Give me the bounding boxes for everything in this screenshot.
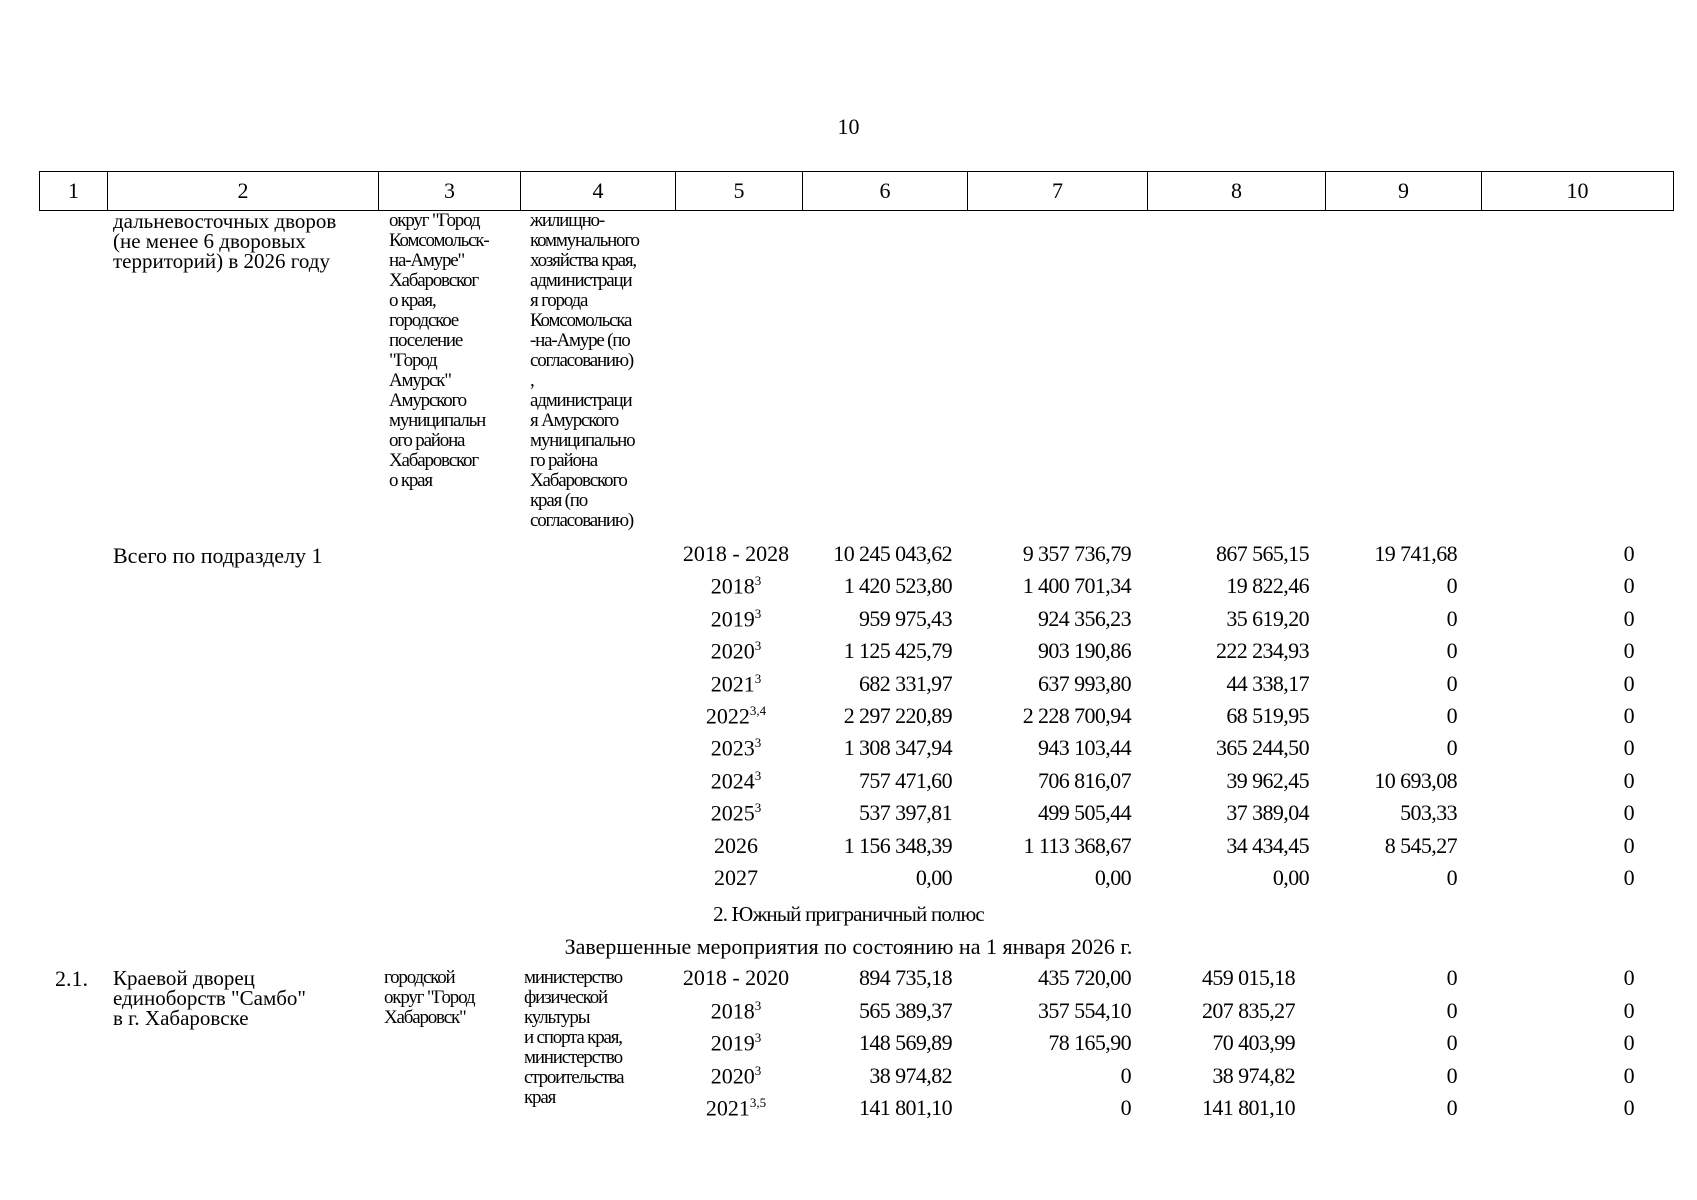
value-cell-col8: 38 974,82 [1212,1062,1295,1088]
value-cell-col10: 0 [1623,767,1634,793]
value-cell-col10: 0 [1623,670,1634,696]
value-cell-col6: 2 297 220,89 [843,703,952,728]
value-cell-col6: 1 156 348,39 [843,832,952,858]
value-cell-col10: 0 [1623,573,1634,599]
value-cell-col6: 565 389,37 [858,997,952,1023]
year-cell: 2018$^3$ [710,573,762,599]
year-cell: 2023$^3$ [710,735,762,761]
value-cell-col10: 0 [1623,703,1634,728]
value-cell-col10: 0 [1623,1095,1634,1120]
value-cell-col9: 0 [1446,997,1457,1023]
value-cell-col8: 37 389,04 [1226,800,1309,826]
continued-event-name: дальневосточных дворов (не менее 6 дворовых территорий) в 2026 году [113,209,337,273]
year-cell: 2018$^3$ [710,997,762,1023]
value-cell-col8: 141 801,10 [1201,1095,1295,1120]
value-cell-col9: 19 741,68 [1374,541,1457,566]
value-cell-col8: 459 015,18 [1201,965,1295,990]
value-cell-col9: 0 [1446,735,1457,761]
year-cell: 2018 - 2028 [682,541,790,566]
value-cell-col6: 537 397,81 [858,800,952,826]
col-header-1: 1 [40,172,108,211]
value-cell-col6: 10 245 043,62 [833,541,952,566]
value-cell-col10: 0 [1623,997,1634,1023]
continued-executor: жилищно- коммунального хозяйства края, администраци я города Комсомольска -на-Амуре (по согласованию) , администраци я Амурского муниципально го района Хабаровского края (по согласованию) [530,210,639,531]
item-executor: министерство физической культуры и спорта края, министерство строительства края [524,967,624,1108]
col-header-10: 10 [1482,172,1674,211]
section-title: 2. Южный приграничный полюс [713,902,984,926]
value-cell-col8: 207 835,27 [1201,997,1295,1023]
page-number: 10 [837,114,860,139]
value-cell-col9: 0 [1446,638,1457,664]
value-cell-col9: 0 [1446,1062,1457,1088]
year-cell: 2026 [714,832,758,858]
value-cell-col7: 2 228 700,94 [1022,703,1131,728]
value-cell-col7: 0 [1120,1062,1131,1088]
value-cell-col8: 34 434,45 [1226,832,1309,858]
col-header-6: 6 [803,172,968,211]
value-cell-col7: 0 [1120,1095,1131,1120]
value-cell-col7: 943 103,44 [1037,735,1131,761]
value-cell-col7: 9 357 736,79 [1022,541,1131,566]
value-cell-col7: 903 190,86 [1037,638,1131,664]
value-cell-col8: 44 338,17 [1226,670,1309,696]
value-cell-col9: 0 [1446,573,1457,599]
continued-territory: округ "Город Комсомольск- на-Амуре" Хабаровског о края, городское поселение "Город Амурск" Амурского муниципальн ого района Хабаровског о края [389,210,489,491]
value-cell-col9: 503,33 [1400,800,1457,826]
column-header-row [39,171,1674,211]
value-cell-col10: 0 [1623,1062,1634,1088]
value-cell-col10: 0 [1623,832,1634,858]
year-cell: 2018 - 2020 [682,965,790,990]
col-header-4: 4 [521,172,676,211]
value-cell-col6: 959 975,43 [858,605,952,631]
value-cell-col6: 141 801,10 [858,1095,952,1120]
value-cell-col10: 0 [1623,638,1634,664]
year-cell: 2022$^{3,4}$ [705,703,767,729]
year-cell: 2020$^3$ [710,638,762,664]
value-cell-col9: 0 [1446,605,1457,631]
value-cell-col9: 0 [1446,1095,1457,1120]
value-cell-col8: 35 619,20 [1226,605,1309,631]
value-cell-col10: 0 [1623,1030,1634,1055]
value-cell-col6: 38 974,82 [869,1062,952,1088]
value-cell-col6: 757 471,60 [858,767,952,793]
value-cell-col8: 68 519,95 [1226,703,1309,728]
value-cell-col8: 222 234,93 [1215,638,1309,664]
value-cell-col9: 0 [1446,1030,1457,1055]
col-header-2: 2 [108,172,379,211]
value-cell-col9: 10 693,08 [1374,767,1457,793]
value-cell-col9: 0 [1446,965,1457,990]
value-cell-col10: 0 [1623,865,1634,890]
value-cell-col8: 867 565,15 [1215,541,1309,566]
value-cell-col7: 706 816,07 [1037,767,1131,793]
col-header-8: 8 [1148,172,1326,211]
value-cell-col7: 435 720,00 [1037,965,1131,990]
value-cell-col6: 1 308 347,94 [843,735,952,761]
col-header-5: 5 [676,172,803,211]
value-cell-col7: 637 993,80 [1037,670,1131,696]
value-cell-col9: 8 545,27 [1384,832,1457,858]
col-header-3: 3 [379,172,521,211]
item-number: 2.1. [55,966,88,991]
col-header-7: 7 [968,172,1148,211]
item-name: Краевой дворец единоборств "Самбо" в г. Хабаровске [113,966,306,1030]
subtotal-label: Всего по подразделу 1 [113,543,323,568]
value-cell-col7: 357 554,10 [1037,997,1131,1023]
value-cell-col7: 0,00 [1094,865,1131,890]
value-cell-col10: 0 [1623,735,1634,761]
value-cell-col10: 0 [1623,965,1634,990]
value-cell-col7: 499 505,44 [1037,800,1131,826]
value-cell-col6: 0,00 [915,865,952,890]
item-territory: городской округ "Город Хабаровск" [384,967,475,1028]
value-cell-col8: 19 822,46 [1226,573,1309,599]
value-cell-col7: 924 356,23 [1037,605,1131,631]
col-header-9: 9 [1326,172,1482,211]
value-cell-col6: 894 735,18 [858,965,952,990]
value-cell-col9: 0 [1446,670,1457,696]
value-cell-col7: 78 165,90 [1048,1030,1131,1055]
year-cell: 2024$^3$ [710,767,762,794]
value-cell-col8: 0,00 [1272,865,1309,890]
year-cell: 2021$^{3,5}$ [705,1095,767,1121]
value-cell-col9: 0 [1446,865,1457,890]
completed-events-title: Завершенные мероприятия по состоянию на 1 января 2026 г. [564,934,1133,959]
value-cell-col6: 1 125 425,79 [843,638,952,664]
value-cell-col8: 39 962,45 [1226,767,1309,793]
year-cell: 2020$^3$ [710,1062,762,1088]
year-cell: 2019$^3$ [710,605,762,632]
value-cell-col10: 0 [1623,800,1634,826]
year-cell: 2027 [714,865,758,890]
year-cell: 2021$^3$ [710,670,762,696]
value-cell-col8: 70 403,99 [1212,1030,1295,1055]
value-cell-col10: 0 [1623,541,1634,566]
value-cell-col7: 1 113 368,67 [1023,832,1131,858]
value-cell-col6: 1 420 523,80 [843,573,952,599]
value-cell-col6: 682 331,97 [858,670,952,696]
year-cell: 2019$^3$ [710,1030,762,1056]
value-cell-col9: 0 [1446,703,1457,728]
value-cell-col7: 1 400 701,34 [1022,573,1131,599]
value-cell-col10: 0 [1623,605,1634,631]
year-cell: 2025$^3$ [710,800,762,826]
value-cell-col6: 148 569,89 [858,1030,952,1055]
value-cell-col8: 365 244,50 [1215,735,1309,761]
